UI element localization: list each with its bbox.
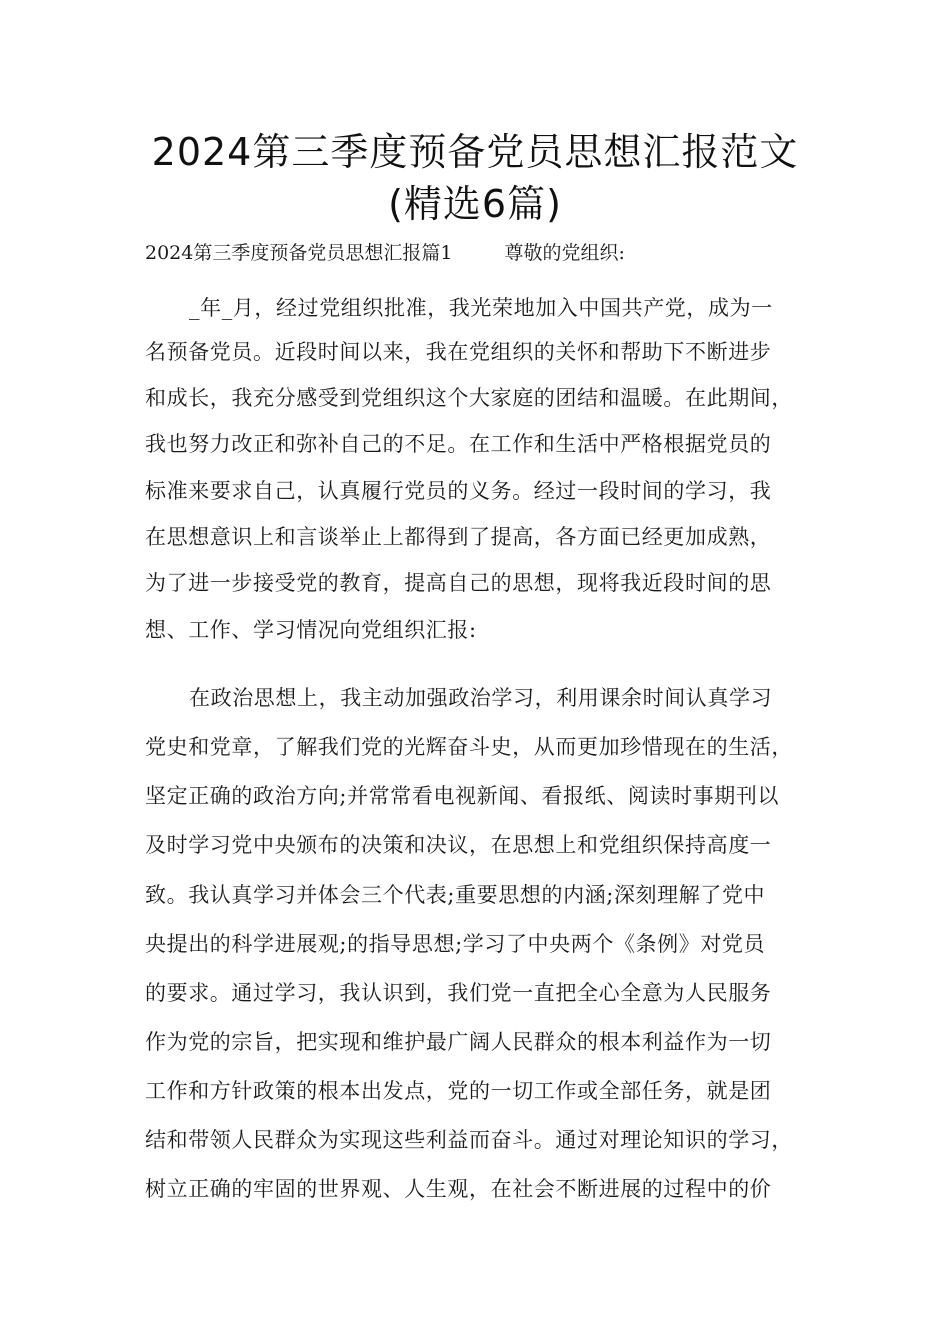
paragraph2-line: 树立正确的牢固的世界观、人生观，在社会不断进展的过程中的价 <box>145 1177 772 1201</box>
paragraph1-line: 名预备党员。近段时间以来，我在党组织的关怀和帮助下不断进步 <box>145 340 772 364</box>
paragraph2-line: 在政治思想上，我主动加强政治学习，利用课余时间认真学习 <box>189 686 773 710</box>
document-title-line1: 2024第三季度预备党员思想汇报范文 <box>151 130 799 174</box>
paragraph2-line: 作为党的宗旨，把实现和维护最广阔人民群众的根本利益作为一切 <box>145 1030 772 1054</box>
paragraph1-line: 想、工作、学习情况向党组织汇报: <box>145 618 477 642</box>
paragraph1-line: 标准来要求自己，认真履行党员的义务。经过一段时间的学习，我 <box>145 479 772 503</box>
paragraph2-line: 的要求。通过学习，我认识到，我们党一直把全心全意为人民服务 <box>145 981 772 1005</box>
paragraph2-line: 结和带领人民群众为实现这些利益而奋斗。通过对理论知识的学习， <box>145 1128 793 1152</box>
paragraph2-line: 坚定正确的政治方向;并常常看电视新闻、看报纸、阅读时事期刊以 <box>145 784 780 808</box>
paragraph1-line: _年_月，经过党组织批准，我光荣地加入中国共产党，成为一 <box>189 296 773 320</box>
paragraph1-line: 在思想意识上和言谈举止上都得到了提高，各方面已经更加成熟， <box>145 525 772 549</box>
paragraph2-line: 致。我认真学习并体会三个代表;重要思想的内涵;深刻理解了党中 <box>145 883 766 907</box>
paragraph1-line: 为了进一步接受党的教育，提高自己的思想，现将我近段时间的思 <box>145 571 772 595</box>
paragraph1-line: 我也努力改正和弥补自己的不足。在工作和生活中严格根据党员的 <box>145 432 772 456</box>
paragraph1-line: 和成长，我充分感受到党组织这个大家庭的团结和温暖。在此期间， <box>145 386 793 410</box>
section-heading-row <box>145 240 625 266</box>
section-heading: 2024第三季度预备党员思想汇报篇1 <box>145 242 453 264</box>
salutation: 尊敬的党组织: <box>504 242 625 264</box>
paragraph2-line: 及时学习党中央颁布的决策和决议，在思想上和党组织保持高度一 <box>145 833 772 857</box>
paragraph2-line: 工作和方针政策的根本出发点，党的一切工作或全部任务，就是团 <box>145 1079 772 1103</box>
paragraph2-line: 党史和党章，了解我们党的光辉奋斗史，从而更加珍惜现在的生活， <box>145 735 793 759</box>
document-title-line2: (精选6篇) <box>388 182 562 226</box>
paragraph2-line: 央提出的科学进展观;的指导思想;学习了中央两个《条例》对党员 <box>145 932 766 956</box>
